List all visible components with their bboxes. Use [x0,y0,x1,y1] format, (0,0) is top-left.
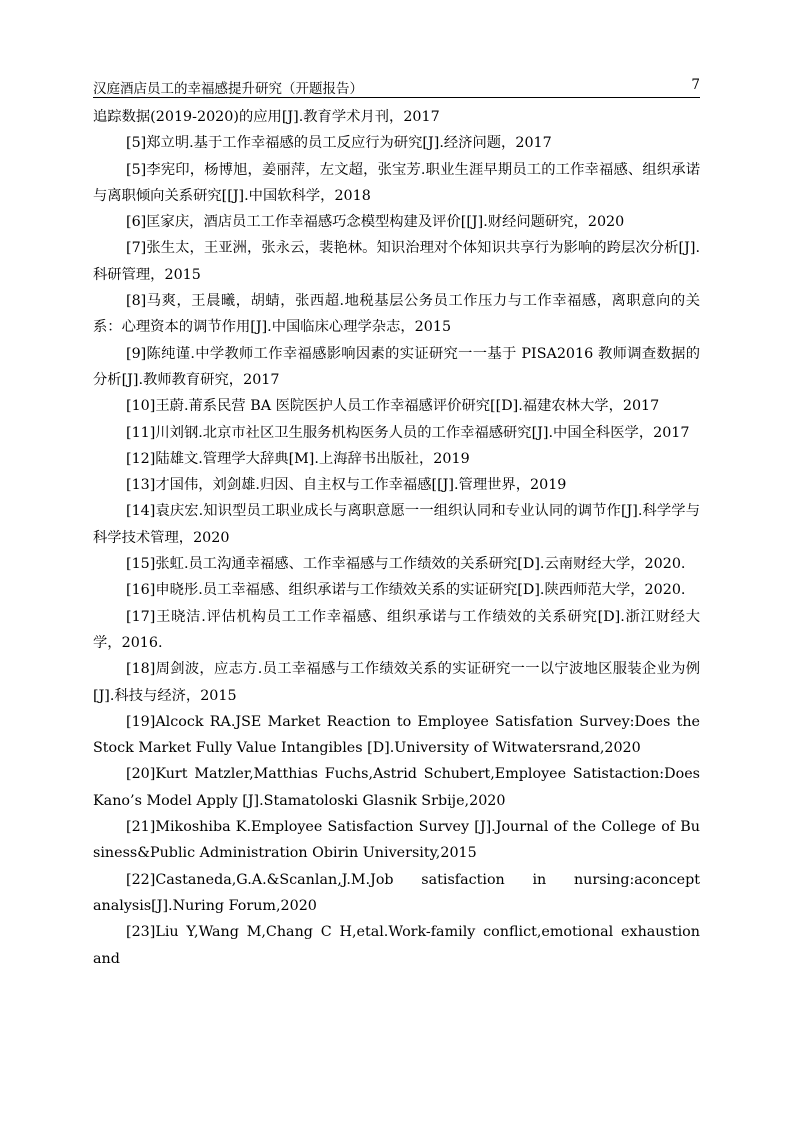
reference-item: [16]申晓彤.员工幸福感、组织承诺与工作绩效关系的实证研究[D].陕西师范大学，2020. [126,582,686,599]
reference-item: 追踪数据(2019-2020)的应用[J].教育学术月刊，2017 [93,109,440,125]
reference-item: [6]匡家庆，酒店员工工作幸福感巧念模型构建及评价[[J].财经问题研究，2020 [126,214,625,231]
page-number: 7 [691,77,700,93]
reference-item: [7]张生太，王亚洲，张永云，裴艳林。知识治理对个体知识共享行为影响的跨层次分析[J].科研管理，2015 [93,240,700,283]
reference-item: [18]周剑波，应志方.员工幸福感与工作绩效关系的实证研究一一以宁波地区服装企业为例[J].科技与经济，2015 [93,661,700,704]
reference-item: [21]Mikoshiba K.Employee Satisfaction Survey [J].Journal of the College of Bu siness&Public Administration Obirin University,2015 [93,819,700,862]
reference-item: [9]陈纯谨.中学教师工作幸福感影响因素的实证研究一一基于 PISA2016 教师调查数据的分析[J].教师教育研究，2017 [93,345,700,388]
reference-item: [23]Liu Y,Wang M,Chang C H,etal.Work-family conflict,emotional exhaustion and [93,924,700,967]
reference-item: [12]陆雄文.管理学大辞典[M].上海辞书出版社，2019 [126,450,470,467]
reference-item: [15]张虹.员工沟通幸福感、工作幸福感与工作绩效的关系研究[D].云南财经大学，2020. [126,556,686,573]
reference-item: [19]Alcock RA.JSE Market Reaction to Employee Satisfation Survey:Does the Stock Market Fully Value Intangibles [D].University of Witwatersrand,2020 [93,713,700,757]
reference-item: [14]袁庆宏.知识型员工职业成长与离职意愿一一组织认同和专业认同的调节作[J].科学学与科学技术管理，2020 [93,503,700,546]
reference-item: [17]王晓洁.评估机构员工工作幸福感、组织承诺与工作绩效的关系研究[D].浙江财经大学，2016. [93,608,700,651]
reference-item: [5]李宪印，杨博旭，姜丽萍，左文超，张宝芳.职业生涯早期员工的工作幸福感、组织承诺与离职倾向关系研究[[J].中国软科学，2018 [93,161,700,204]
reference-item: [8]马爽，王晨曦，胡蜻，张西超.地税基层公务员工作压力与工作幸福感，离职意向的关系：心理资本的调节作用[J].中国临床心理学杂志，2015 [93,293,700,336]
reference-item: [5]郑立明.基于工作幸福感的员工反应行为研究[J].经济问题，2017 [126,135,552,152]
reference-list [93,104,700,972]
reference-item: [20]Kurt Matzler,Matthias Fuchs,Astrid Schubert,Employee Satistaction:Does Kano’s Model Apply [J].Stamatoloski Glasnik Srbije,2020 [93,766,700,809]
reference-item: [10]王蔚.莆系民营 BA 医院医护人员工作幸福感评价研究[[D].福建农林大学，2017 [126,398,660,415]
header-title: 汉庭酒店员工的幸福感提升研究（开题报告） [93,81,363,97]
reference-item: [22]Castaneda,G.A.&Scanlan,J.M.Job satisfaction in nursing:aconcept analysis[J].Nuring Forum,2020 [93,871,700,914]
page-header [93,75,700,98]
reference-item: [11]川刘钢.北京市社区卫生服务机构医务人员的工作幸福感研究[J].中国全科医学，2017 [126,424,690,441]
reference-item: [13]才国伟，刘剑雄.归因、自主权与工作幸福感[[J].管理世界，2019 [126,477,567,494]
